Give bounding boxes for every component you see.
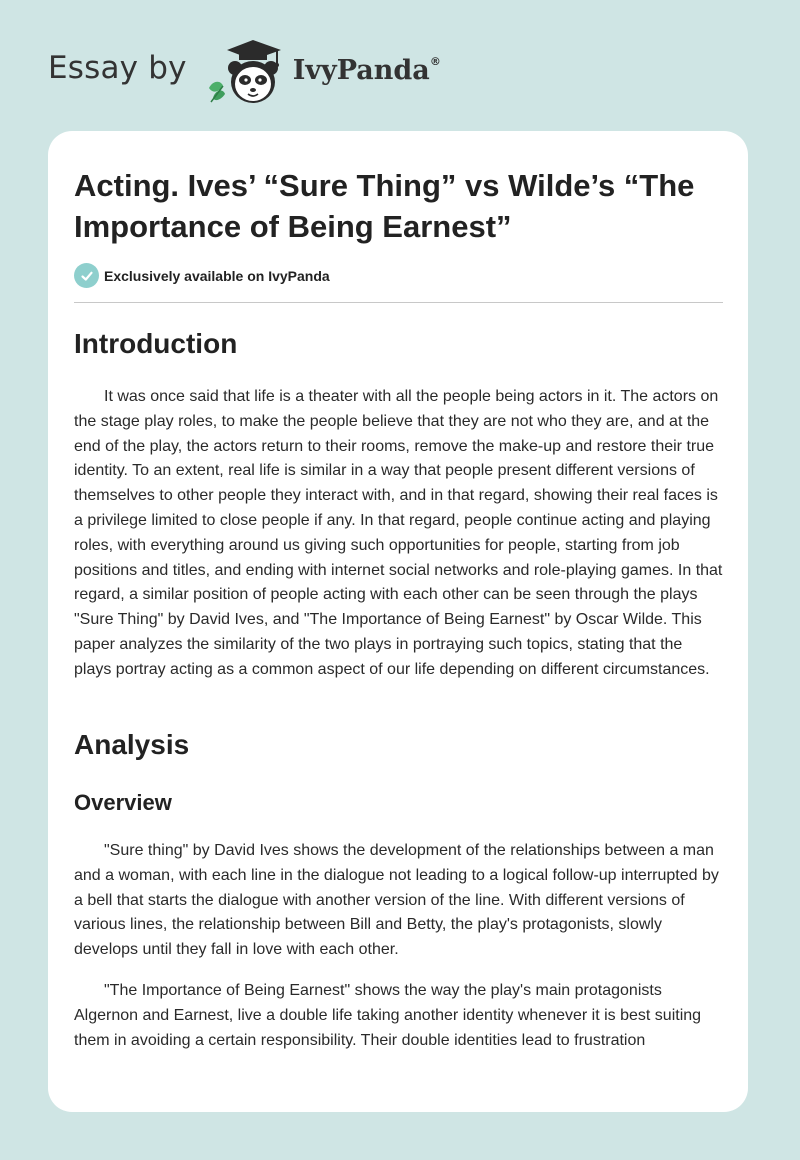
intro-paragraph: It was once said that life is a theater with all the people being actors in it. The actors on the stage play roles, to make the people believe that they are not who they are, and at the end of the play, the actors return to their rooms, remove the make-up and restore their true identity. To an extent, real life is similar in a way that people present different versions of themselves to other people they interact with, and in that regard, showing their real faces is a privilege limited to close people if any. In that regard, people continue acting and playing roles, with everything around us giving such opportunities for people, starting from job positions and titles, and ending with internet social networks and role-playing games. In that regard, a similar position of people acting with each other can be seen through the plays "Sure Thing" by David Ives, and "The Importance of Being Earnest" by Oscar Wilde. This paper analyzes the similarity of the two plays in portraying such topics, stating that the plays portray acting as a common aspect of our life depending on different circumstances.	[74, 388, 723, 678]
brand-logo[interactable]	[48, 36, 441, 108]
heading-overview: Overview	[74, 790, 172, 815]
overview-paragraph-2: "The Importance of Being Earnest" shows the way the play's main protagonists Algernon and Earnest, live a double life taking another identity whenever it is best suiting them in avoiding a certain responsibility. Their double identities lead to frustration	[74, 982, 702, 1049]
badge-label: Exclusively available on IvyPanda	[104, 267, 330, 284]
panda-logo-icon	[203, 36, 293, 108]
check-circle-icon	[74, 263, 99, 288]
heading-analysis: Analysis	[74, 729, 190, 760]
essay-card	[48, 131, 748, 1112]
divider	[74, 302, 723, 303]
brand-name: IvyPanda®	[292, 54, 441, 86]
brand-prefix: Essay by	[48, 50, 187, 86]
exclusive-badge	[74, 263, 330, 288]
overview-paragraph-1: "Sure thing" by David Ives shows the development of the relationships between a man and a woman, with each line in the dialogue not leading to a logical follow-up interrupted by a bell that starts the dialogue with another version of the line. With different versions of various lines, the relationship between Bill and Betty, the play's protagonists, slowly develops until they fall in love with each other.	[74, 842, 719, 959]
page-title: Acting. Ives’ “Sure Thing” vs Wilde’s “The Importance of Being Earnest”	[74, 168, 695, 244]
heading-introduction: Introduction	[74, 328, 238, 359]
